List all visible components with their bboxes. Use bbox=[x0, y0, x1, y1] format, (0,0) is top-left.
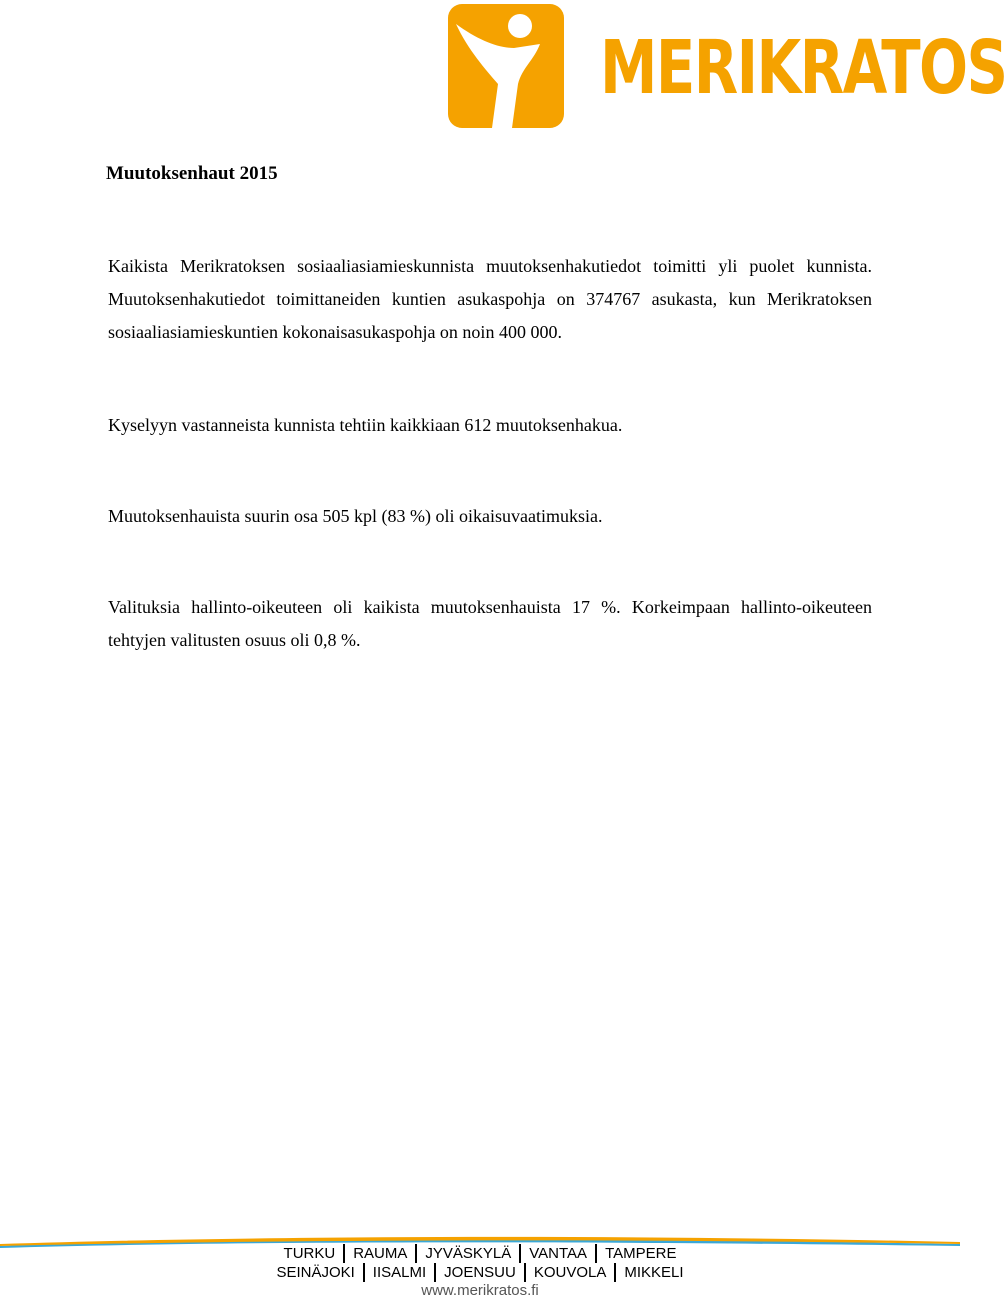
merikratos-logo bbox=[448, 4, 1007, 132]
paragraph-summary: Kaikista Merikratoksen sosiaaliasiamieskunnista muutoksenhakutiedot toimitti yli puolet kunnista. Muutoksenhakutiedot toimittaneiden kuntien asukaspohja on 374767 asukasta, kun Merikratoksen sosiaaliasiamieskuntien kokonaisasukaspohja on noin 400 000. bbox=[108, 256, 872, 342]
footer-city: VANTAA bbox=[521, 1244, 597, 1263]
footer-city: KOUVOLA bbox=[526, 1263, 617, 1282]
footer-city: TURKU bbox=[276, 1244, 346, 1263]
page-title: Muutoksenhaut 2015 bbox=[106, 163, 278, 184]
footer-city: JOENSUU bbox=[436, 1263, 526, 1282]
footer-city: MIKKELI bbox=[624, 1264, 684, 1281]
logo-figure-icon bbox=[448, 4, 564, 128]
paragraph-court-appeals: Valituksia hallinto-oikeuteen oli kaikista muutoksenhauista 17 %. Korkeimpaan hallinto-oikeuteen tehtyjen valitusten osuus oli 0,8 %. bbox=[108, 597, 872, 650]
logo-wordmark: MERIKRATOS bbox=[600, 25, 1007, 111]
footer-city: SEINÄJOKI bbox=[268, 1263, 364, 1282]
footer-city: IISALMI bbox=[365, 1263, 436, 1282]
footer-city: JYVÄSKYLÄ bbox=[417, 1244, 521, 1263]
paragraph-total-appeals: Kyselyyn vastanneista kunnista tehtiin kaikkiaan 612 muutoksenhakua. bbox=[108, 415, 623, 435]
footer-city: TAMPERE bbox=[605, 1245, 677, 1262]
footer-cities-row-2 bbox=[0, 1263, 960, 1282]
paragraph-rectification-requests: Muutoksenhauista suurin osa 505 kpl (83 %) oli oikaisuvaatimuksia. bbox=[108, 506, 603, 526]
footer-city: RAUMA bbox=[345, 1244, 417, 1263]
footer bbox=[0, 1244, 960, 1300]
footer-website-link[interactable]: www.merikratos.fi bbox=[421, 1282, 539, 1299]
footer-cities-row-1 bbox=[0, 1244, 960, 1263]
